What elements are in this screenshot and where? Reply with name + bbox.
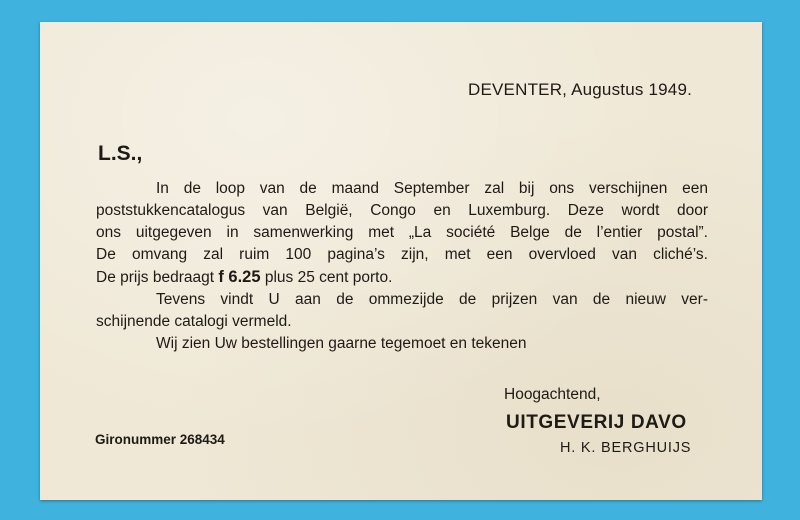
body-line: De omvang zal ruim 100 pagina’s zijn, met een overvloed van cliché’s. [96,246,708,263]
price-value: f 6.25 [218,268,261,286]
publisher-name: UITGEVERIJ DAVO [506,412,687,433]
price-line-before: De prijs bedraagt [96,269,219,286]
closing-greeting: Hoogachtend, [504,386,601,403]
salutation: L.S., [98,142,143,165]
price-line [96,266,708,289]
place-date: DEVENTER, Augustus 1949. [468,80,693,99]
body-line: Wij zien Uw bestellingen gaarne tegemoet en tekenen [156,335,527,352]
signatory-name: H. K. BERGHUIJS [560,440,692,456]
body-line: poststukkencatalogus van België, Congo en Luxemburg. Deze wordt door [96,202,708,219]
body-line: ons uitgegeven in samenwerking met „La société Belge de l’entier postal”. [96,224,708,241]
body-line: schijnende catalogi vermeld. [96,313,292,330]
body-line: Tevens vindt U aan de ommezijde de prijzen van de nieuw ver- [156,291,708,308]
postcard [40,22,762,500]
giro-number: Gironummer 268434 [95,432,225,447]
letter-body [96,178,708,355]
body-line: In de loop van de maand September zal bij ons verschijnen een [156,180,708,197]
price-line-after: plus 25 cent porto. [260,269,393,286]
